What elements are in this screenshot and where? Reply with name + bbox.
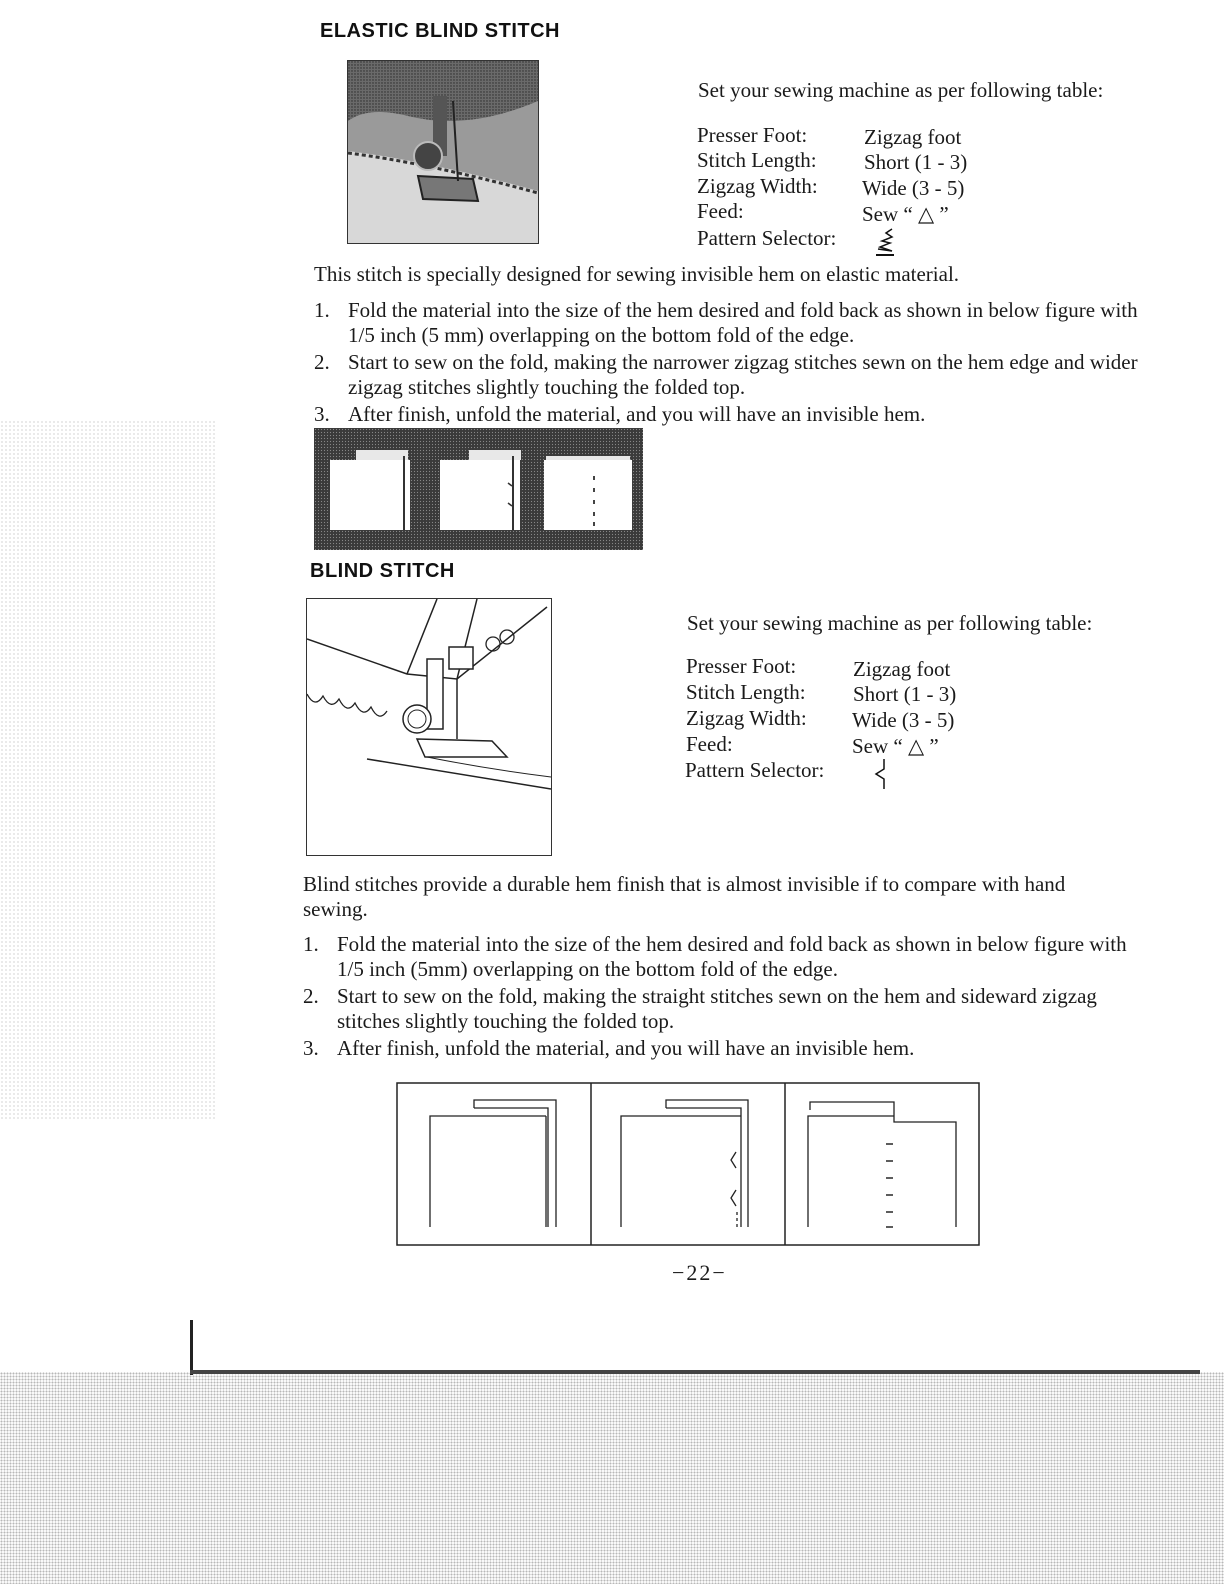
scan-noise-left	[0, 420, 215, 1120]
setting-value: Short (1 - 3)	[853, 682, 957, 706]
step-number: 2.	[314, 350, 330, 374]
scan-noise-bottom	[0, 1372, 1224, 1584]
step-item	[314, 402, 1146, 427]
setting-value: Sew “ △ ”	[852, 734, 939, 758]
elastic-heading: ELASTIC BLIND STITCH	[320, 20, 560, 42]
blind-settings-table	[686, 653, 1006, 793]
step-text: Fold the material into the size of the hem desired and fold back as shown in below figure with 1/5 inch (5 mm) overlapping on the bottom fold of the edge.	[348, 298, 1138, 347]
blind-pattern-icon	[872, 757, 890, 797]
page-number: −22−	[672, 1260, 727, 1285]
blind-heading: BLIND STITCH	[310, 560, 455, 582]
setting-value: Wide (3 - 5)	[862, 176, 965, 200]
elastic-photo	[347, 60, 539, 244]
step-text: Start to sew on the fold, making the straight stitches sewn on the hem and sideward zigzag stitches slightly touching the folded top.	[337, 984, 1097, 1033]
setting-value: Zigzag foot	[853, 657, 951, 681]
step-number: 3.	[303, 1036, 319, 1060]
step-text: Fold the material into the size of the hem desired and fold back as shown in below figure with 1/5 inch (5mm) overlapping on the bottom fold of the edge.	[337, 932, 1127, 981]
blind-fold-diagram	[396, 1082, 980, 1246]
blind-description: Blind stitches provide a durable hem finish that is almost invisible if to compare with hand sewing.	[303, 872, 1066, 921]
step-number: 1.	[314, 298, 330, 322]
setting-label: Stitch Length:	[686, 680, 806, 704]
elastic-intro: Set your sewing machine as per following table:	[698, 78, 1104, 102]
step-text: After finish, unfold the material, and you will have an invisible hem.	[348, 402, 926, 426]
setting-label: Pattern Selector:	[685, 758, 825, 782]
setting-label: Presser Foot:	[686, 654, 797, 678]
setting-label: Stitch Length:	[697, 148, 817, 172]
elastic-settings-table	[697, 122, 1017, 262]
setting-label: Zigzag Width:	[697, 174, 818, 198]
setting-label: Presser Foot:	[697, 123, 808, 147]
step-item	[314, 298, 1146, 348]
elastic-pattern-icon	[872, 227, 898, 263]
elastic-description: This stitch is specially designed for sewing invisible hem on elastic material.	[314, 262, 960, 286]
setting-value: Wide (3 - 5)	[852, 708, 955, 732]
setting-label: Zigzag Width:	[686, 706, 807, 730]
blind-intro: Set your sewing machine as per following table:	[687, 611, 1093, 635]
step-text: After finish, unfold the material, and you will have an invisible hem.	[337, 1036, 915, 1060]
page-edge-vertical	[190, 1320, 193, 1375]
page-edge-horizontal	[190, 1370, 1200, 1374]
elastic-steps	[314, 298, 1146, 429]
blind-steps	[303, 932, 1135, 1063]
step-item	[303, 1036, 1135, 1061]
setting-label: Feed:	[697, 199, 744, 223]
step-item	[303, 932, 1135, 982]
step-item	[314, 350, 1146, 400]
step-item	[303, 984, 1135, 1034]
setting-value: Zigzag foot	[864, 125, 962, 149]
elastic-fold-diagram	[314, 428, 643, 550]
setting-label: Feed:	[686, 732, 733, 756]
step-text: Start to sew on the fold, making the narrower zigzag stitches sewn on the hem edge and wider zigzag stitches slightly touching the folded top.	[348, 350, 1138, 399]
setting-label: Pattern Selector:	[697, 226, 837, 250]
step-number: 1.	[303, 932, 319, 956]
blind-illustration	[306, 598, 552, 856]
setting-value: Sew “ △ ”	[862, 202, 949, 226]
setting-value: Short (1 - 3)	[864, 150, 968, 174]
step-number: 2.	[303, 984, 319, 1008]
step-number: 3.	[314, 402, 330, 426]
